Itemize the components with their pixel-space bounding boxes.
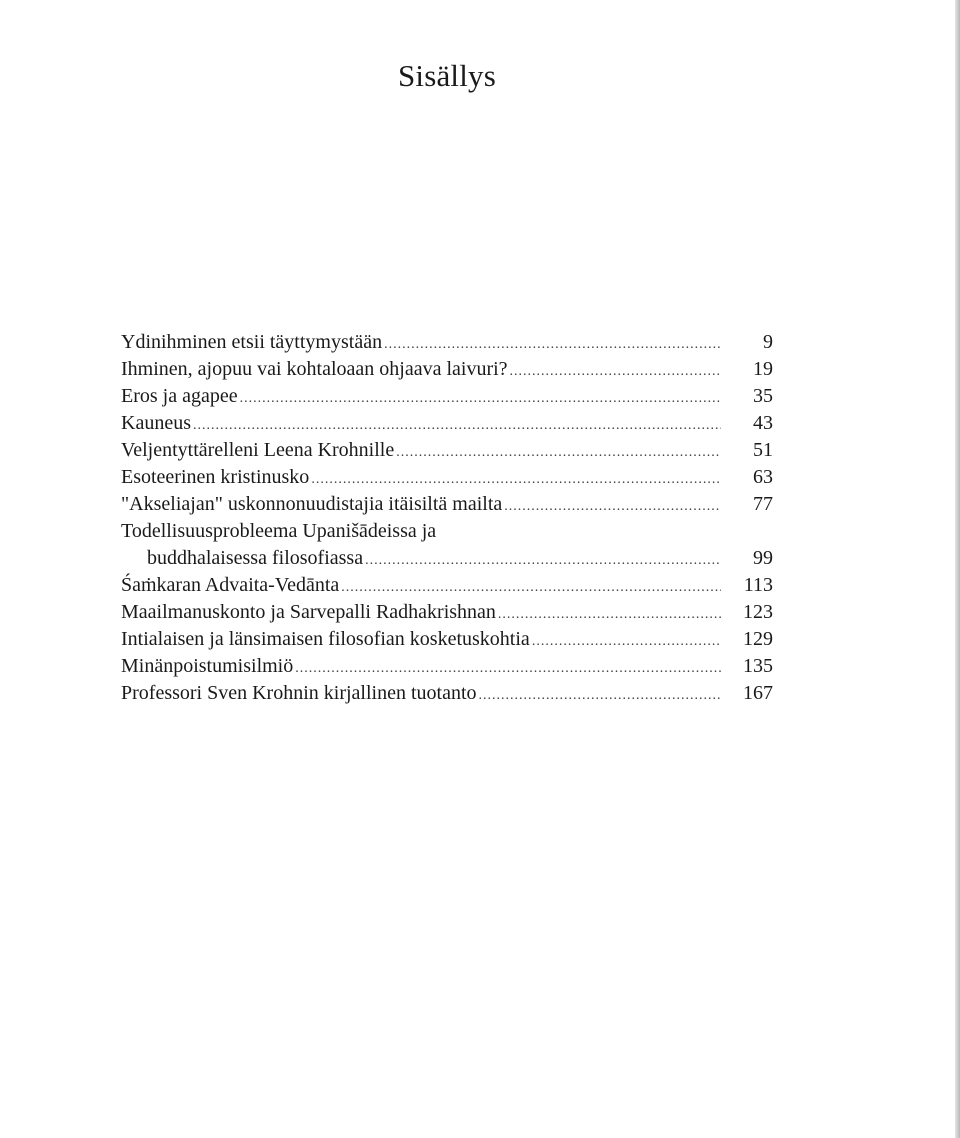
toc-leader-dots (532, 628, 721, 653)
toc-leader-dots (341, 574, 721, 599)
toc-entry-page: 35 (753, 385, 773, 407)
toc-entry-first-line (121, 518, 773, 545)
toc-entry-title: Intialaisen ja länsimaisen filosofian kosketuskohtia (121, 628, 530, 650)
toc-leader-dots (193, 412, 721, 437)
toc-entry-page: 113 (743, 574, 773, 596)
toc-leader-dots (479, 682, 721, 707)
toc-entry (121, 410, 773, 437)
toc-entry-title: Ydinihminen etsii täyttymystään (121, 331, 383, 353)
toc-entry-page: 43 (753, 412, 773, 434)
toc-entry-page: 123 (743, 601, 773, 623)
toc-entry-page: 9 (763, 331, 773, 353)
toc-entry-page: 63 (753, 466, 773, 488)
toc-entry (121, 464, 773, 491)
toc-entry-title-line2: buddhalaisessa filosofiassa (147, 547, 364, 569)
toc-entry-page: 19 (753, 358, 773, 380)
toc-leader-dots (396, 439, 721, 464)
toc-leader-dots (240, 385, 721, 410)
toc-entry-title: Eros ja agapee (121, 385, 238, 407)
toc-entry-page: 135 (743, 655, 773, 677)
toc-entry (121, 491, 773, 518)
toc-entry (121, 599, 773, 626)
toc-entry-title: Kauneus (121, 412, 191, 434)
toc-entry (121, 383, 773, 410)
toc-entry (121, 437, 773, 464)
toc-entry-page: 99 (753, 547, 773, 569)
toc-entry-title: Minänpoistumisilmiö (121, 655, 294, 677)
page-edge (955, 0, 960, 1138)
toc-entry-title: Śaṁkaran Advaita-Vedānta (121, 574, 340, 596)
toc-entry-page: 77 (753, 493, 773, 515)
toc-entry-title: Veljentyttärelleni Leena Krohnille (121, 439, 395, 461)
toc-leader-dots (384, 331, 721, 356)
toc-entry-page: 129 (743, 628, 773, 650)
toc-entry-title: Professori Sven Krohnin kirjallinen tuotanto (121, 682, 477, 704)
toc-entry (121, 329, 773, 356)
toc-entry (121, 626, 773, 653)
toc-entry-page: 167 (743, 682, 773, 704)
toc-entry (121, 680, 773, 707)
toc-entry-page: 51 (753, 439, 773, 461)
toc-entry-title: Todellisuusprobleema Upanišādeissa ja (121, 520, 437, 542)
toc-leader-dots (504, 493, 721, 518)
toc-entry-continuation (121, 545, 773, 572)
toc-entry-title: "Akseliajan" uskonnonuudistajia itäisiltä mailta (121, 493, 503, 515)
toc-leader-dots (498, 601, 721, 626)
toc-leader-dots (295, 655, 721, 680)
page-title: Sisällys (397, 58, 497, 93)
toc-entry-title: Maailmanuskonto ja Sarvepalli Radhakrishnan (121, 601, 496, 623)
toc-entry (121, 653, 773, 680)
toc-leader-dots (365, 547, 721, 572)
table-of-contents (121, 329, 773, 707)
toc-entry-title: Ihminen, ajopuu vai kohtaloaan ohjaava laivuri? (121, 358, 508, 380)
toc-entry (121, 572, 773, 599)
toc-leader-dots (311, 466, 721, 491)
toc-entry-title: Esoteerinen kristinusko (121, 466, 310, 488)
toc-entry (121, 356, 773, 383)
toc-leader-dots (510, 358, 721, 383)
